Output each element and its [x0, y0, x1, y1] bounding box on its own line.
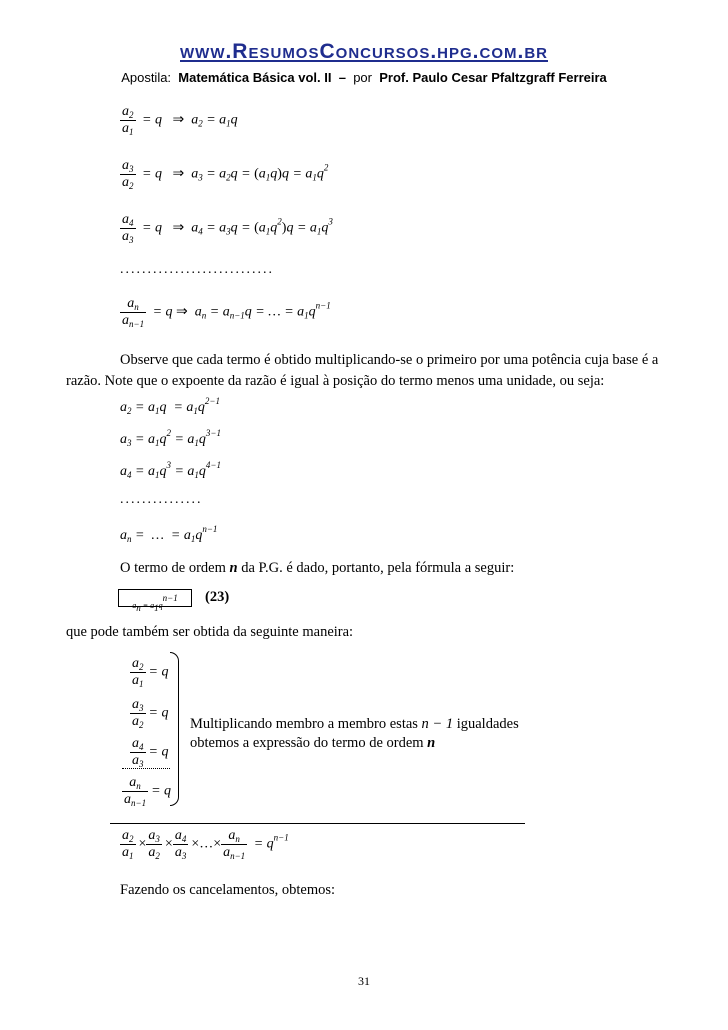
horizontal-rule	[110, 823, 525, 824]
byline	[0, 70, 728, 85]
right-brace	[170, 652, 179, 806]
fraction: $\frac{a_2}{a_1}$	[122, 104, 134, 137]
eq-a4: $\frac{a_4}{a_3}$ = q ⇒ $a_4 = a_3q = (a_1q^2)q = a_1q^3$	[122, 212, 333, 245]
termo-post: da P.G. é dado, portanto, pela fórmula a seguir:	[241, 560, 515, 576]
eq-q: = q	[148, 744, 169, 760]
mult-line-2-pre: obtemos a expressão do termo de ordem	[190, 735, 424, 751]
termo-pre: O termo de ordem	[120, 560, 226, 576]
eq-q: = q	[152, 304, 173, 320]
apostila-label: Apostila:	[121, 70, 172, 85]
exp-a4: $a_4 = a_1q^3 = a_1q^{4-1}$	[120, 460, 221, 480]
exp-a3: $a_3 = a_1q^2 = a_1q^{3-1}$	[120, 428, 221, 448]
mult-line-2-n: n	[427, 735, 436, 751]
ellipsis-dots: ...............	[120, 492, 203, 507]
stack-eq-2: $\frac{a_3}{a_2}$ = q	[132, 697, 169, 730]
stack-eq-1: $\frac{a_2}{a_1}$ = q	[132, 656, 169, 689]
author: Prof. Paulo Cesar Pfaltzgraff Ferreira	[379, 70, 607, 85]
ellipsis-dots: ............................	[120, 262, 274, 277]
eq-a3: $\frac{a_3}{a_2}$ = q ⇒ $a_3 = a_2q = (a_1q)q = a_1q^2$	[122, 158, 329, 191]
eq-a2: $\frac{a_2}{a_1}$ = q ⇒ $a_2 = a_1q$	[122, 104, 238, 137]
eq-q: = q	[151, 783, 172, 799]
book-title: Matemática Básica vol. II	[178, 70, 332, 85]
eq-an: $\frac{a_n}{a_{n-1}}$ = q ⇒ $a_n = a_{n-1}q$ = … = $a_1q^{n-1}$	[122, 296, 331, 329]
site-url[interactable]: www.ResumosConcursos.hpg.com.br	[180, 40, 548, 63]
mult-line-1-pre: Multiplicando membro a membro estas	[190, 716, 418, 732]
mult-line-1-post: igualdades	[456, 716, 519, 732]
product-eq: $\frac{a_2}{a_1}$ × $\frac{a_3}{a_2}$ × $\frac{a_4}{a_3}$ ×…× $\frac{a_n}{a_{n-1}}$ = $q^{n-1}$	[122, 828, 289, 861]
mult-line-1	[190, 714, 519, 735]
page-number: 31	[358, 974, 370, 988]
exp-a2: $a_2 = a_1q = a_1q^{2-1}$	[120, 396, 220, 416]
exp-an: $a_n$ = … = $a_1q^{n-1}$	[120, 524, 218, 544]
observe-paragraph: Observe que cada termo é obtido multiplicando-se o primeiro por uma potência cuja base é a	[120, 352, 659, 368]
termo-sentence	[120, 558, 514, 579]
byline-por: por	[353, 70, 372, 85]
formula-box: $a_n = a_1q^{n-1}$	[118, 589, 192, 607]
mult-line-2	[190, 733, 435, 754]
eq-q: = q	[142, 166, 162, 182]
implies-symbol: ⇒	[172, 220, 185, 236]
stack-eq-n: $\frac{a_n}{a_{n-1}}$ = q	[124, 775, 172, 808]
termo-n: n	[229, 560, 238, 576]
byline-dash: –	[338, 70, 346, 85]
formula-label: (23)	[205, 589, 230, 605]
implies-symbol: ⇒	[176, 304, 188, 320]
other-way-sentence: que pode também ser obtida da seguinte maneira:	[66, 624, 354, 640]
eq-q: = q	[148, 664, 169, 680]
fraction: $\frac{a_4}{a_3}$	[122, 212, 134, 245]
fraction: $\frac{a_3}{a_2}$	[122, 158, 134, 191]
fraction: $\frac{a_n}{a_{n-1}}$	[122, 296, 145, 329]
eq-q: = q	[142, 220, 162, 236]
cancel-sentence: Fazendo os cancelamentos, obtemos:	[120, 882, 336, 898]
observe-paragraph-cont: razão. Note que o expoente da razão é igual à posição do termo menos uma unidade, ou seja:	[66, 373, 605, 389]
eq-q: = q	[148, 705, 169, 721]
implies-symbol: ⇒	[172, 112, 185, 128]
implies-symbol: ⇒	[172, 166, 185, 182]
mult-n-minus-1: n − 1	[421, 716, 454, 732]
stack-eq-3: $\frac{a_4}{a_3}$ = q	[132, 736, 169, 769]
eq-q: = q	[142, 112, 162, 128]
stack-dotted-rule	[122, 768, 170, 769]
